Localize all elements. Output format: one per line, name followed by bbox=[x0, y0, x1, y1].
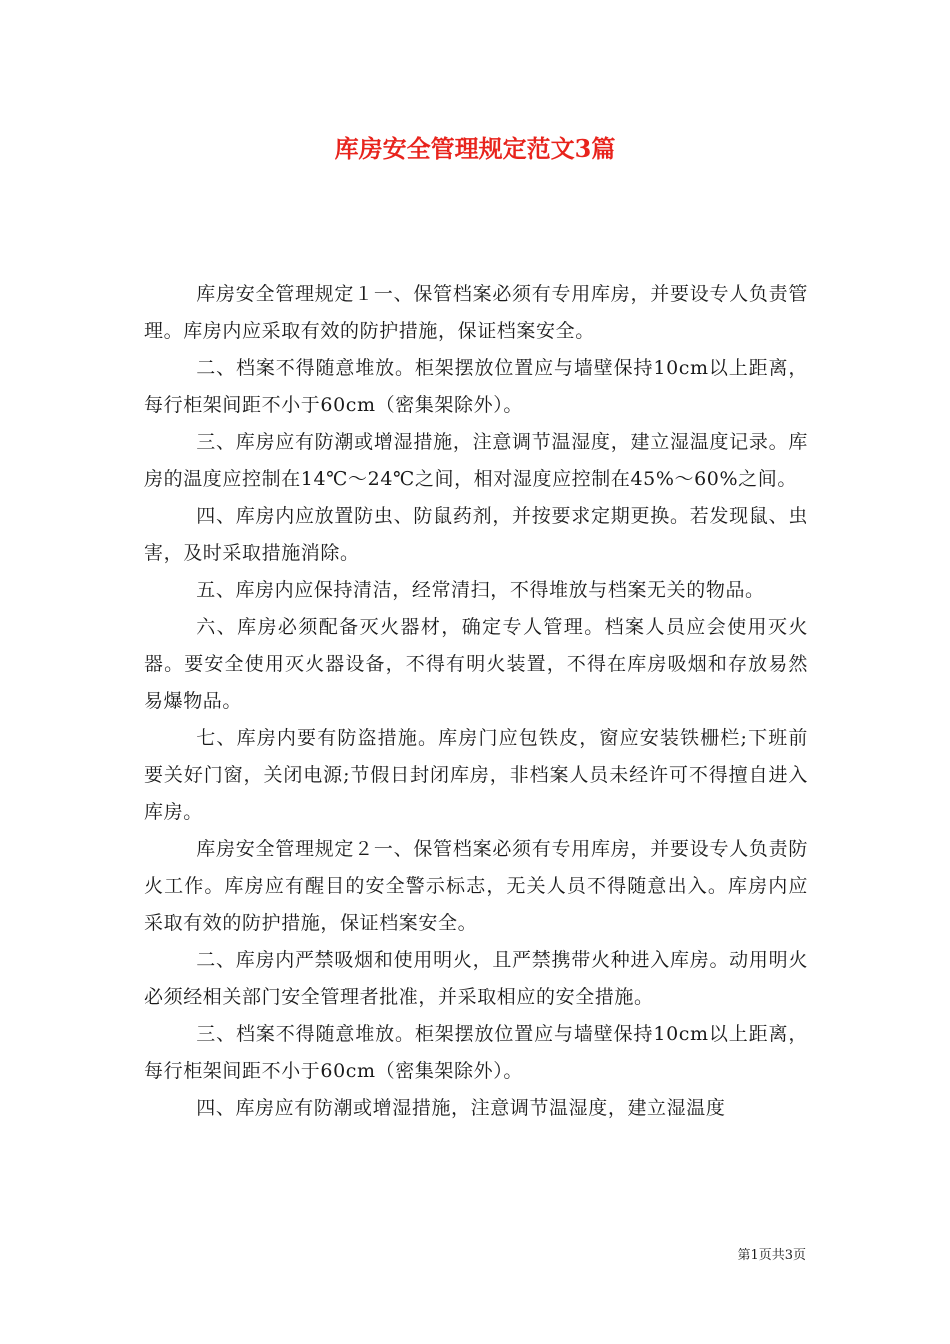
document-body bbox=[144, 276, 808, 1127]
paragraph: 四、库房内应放置防虫、防鼠药剂，并按要求定期更换。若发现鼠、虫害，及时采取措施消除。 bbox=[144, 505, 808, 564]
paragraph: 五、库房内应保持清洁，经常清扫，不得堆放与档案无关的物品。 bbox=[196, 579, 765, 601]
page-number: 第1页共3页 bbox=[737, 1248, 806, 1263]
paragraph: 二、档案不得随意堆放。柜架摆放位置应与墙壁保持10cm以上距离，每行柜架间距不小于60cm（密集架除外）。 bbox=[144, 357, 808, 416]
paragraph: 四、库房应有防潮或增湿措施，注意调节温湿度，建立湿温度 bbox=[196, 1097, 726, 1119]
paragraph: 七、库房内要有防盗措施。库房门应包铁皮，窗应安装铁栅栏;下班前要关好门窗，关闭电源;节假日封闭库房，非档案人员未经许可不得擅自进入库房。 bbox=[144, 727, 808, 823]
paragraph: 二、库房内严禁吸烟和使用明火，且严禁携带火种进入库房。动用明火必须经相关部门安全管理者批准，并采取相应的安全措施。 bbox=[144, 949, 808, 1008]
paragraph: 三、档案不得随意堆放。柜架摆放位置应与墙壁保持10cm以上距离，每行柜架间距不小于60cm（密集架除外）。 bbox=[144, 1023, 808, 1082]
document-title: 库房安全管理规定范文3篇 bbox=[334, 134, 616, 163]
paragraph: 库房安全管理规定１一、保管档案必须有专用库房，并要设专人负责管理。库房内应采取有效的防护措施，保证档案安全。 bbox=[144, 283, 808, 342]
paragraph: 三、库房应有防潮或增湿措施，注意调节温湿度，建立湿温度记录。库房的温度应控制在14℃～24℃之间，相对湿度应控制在45%～60%之间。 bbox=[144, 431, 808, 490]
paragraph: 库房安全管理规定２一、保管档案必须有专用库房，并要设专人负责防火工作。库房应有醒目的安全警示标志，无关人员不得随意出入。库房内应采取有效的防护措施，保证档案安全。 bbox=[144, 838, 808, 934]
paragraph: 六、库房必须配备灭火器材，确定专人管理。档案人员应会使用灭火器。要安全使用灭火器设备，不得有明火装置，不得在库房吸烟和存放易然易爆物品。 bbox=[144, 616, 808, 712]
